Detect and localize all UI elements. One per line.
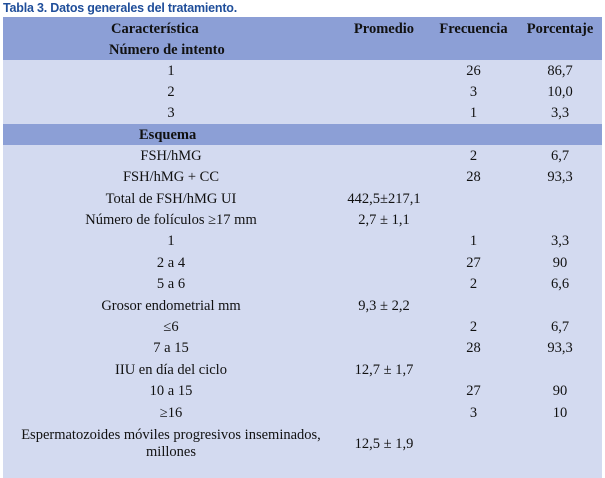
row-porcentaje: 3,3 — [550, 105, 570, 122]
table-row — [3, 338, 602, 359]
row-frecuencia: 2 — [469, 147, 478, 164]
row-porcentaje: 90 — [552, 383, 568, 400]
row-label: FSH/hMG — [140, 147, 202, 164]
table-row — [3, 402, 602, 423]
table-row — [3, 295, 602, 316]
row-porcentaje: 93,3 — [547, 340, 573, 357]
row-promedio: 12,5 ± 1,9 — [354, 436, 414, 453]
row-porcentaje: 6,7 — [550, 318, 570, 335]
row-label: Grosor endometrial mm — [101, 297, 241, 314]
row-frecuencia — [429, 188, 518, 209]
row-promedio — [339, 316, 429, 337]
row-frecuencia: 28 — [466, 340, 481, 357]
header-promedio: Promedio — [339, 17, 429, 40]
row-promedio — [339, 338, 429, 359]
table-row — [3, 316, 602, 337]
row-frecuencia — [429, 423, 518, 465]
table-row — [3, 252, 602, 273]
row-frecuencia: 3 — [469, 84, 478, 101]
table-row — [3, 103, 602, 124]
row-promedio — [339, 231, 429, 252]
row-frecuencia — [429, 295, 518, 316]
header-porcentaje: Porcentaje — [518, 17, 602, 40]
row-label: IIU en día del ciclo — [115, 361, 227, 378]
row-promedio — [339, 60, 429, 81]
row-frecuencia — [429, 359, 518, 380]
row-frecuencia — [429, 209, 518, 230]
section-row-intento — [3, 40, 602, 60]
row-label: 2 a 4 — [156, 254, 186, 271]
row-label: ≥16 — [159, 404, 183, 421]
row-label: Total de FSH/hMG UI — [105, 190, 237, 207]
row-promedio — [339, 252, 429, 273]
row-promedio — [339, 167, 429, 188]
table-row — [3, 380, 602, 401]
row-label: 3 — [167, 105, 175, 122]
row-label: Espermatozoides móviles progresivos inseminados, millones — [21, 427, 321, 461]
row-label: 7 a 15 — [153, 340, 189, 357]
table-row — [3, 145, 602, 166]
table-row — [3, 231, 602, 252]
row-porcentaje: 6,6 — [550, 276, 570, 293]
row-promedio — [339, 402, 429, 423]
header-caracteristica: Característica — [3, 17, 339, 40]
row-porcentaje: 10,0 — [547, 84, 573, 101]
table-row — [3, 167, 602, 188]
row-promedio: 9,3 ± 2,2 — [358, 297, 410, 314]
row-frecuencia: 28 — [466, 169, 481, 186]
row-promedio — [339, 103, 429, 124]
row-label: 5 a 6 — [156, 276, 186, 293]
row-frecuencia: 27 — [466, 254, 481, 271]
table-row — [3, 60, 602, 81]
row-promedio — [339, 380, 429, 401]
section-label-esquema: Esquema — [3, 124, 339, 145]
row-promedio: 442,5±217,1 — [347, 190, 421, 207]
row-porcentaje: 93,3 — [547, 169, 573, 186]
row-porcentaje: 90 — [552, 254, 568, 271]
table-row — [3, 209, 602, 230]
data-table-container — [3, 17, 602, 478]
row-frecuencia: 2 — [469, 276, 478, 293]
row-label: Número de folículos ≥17 mm — [85, 212, 257, 229]
row-frecuencia: 26 — [466, 62, 481, 79]
table-header-row — [3, 17, 602, 40]
table-caption: Tabla 3. Datos generales del tratamiento. — [3, 1, 238, 15]
row-porcentaje: 3,3 — [550, 233, 570, 250]
row-promedio — [339, 81, 429, 102]
section-label-intento: Número de intento — [3, 40, 339, 60]
row-promedio — [339, 145, 429, 166]
row-label: ≤6 — [163, 318, 179, 335]
row-porcentaje: 6,7 — [550, 147, 570, 164]
row-porcentaje — [518, 423, 602, 465]
row-frecuencia: 3 — [469, 404, 478, 421]
row-label: 1 — [167, 233, 175, 250]
row-frecuencia: 27 — [466, 383, 481, 400]
data-table — [3, 17, 602, 465]
row-label: 10 a 15 — [149, 383, 193, 400]
row-promedio: 12,7 ± 1,7 — [354, 361, 414, 378]
row-porcentaje — [518, 209, 602, 230]
row-porcentaje: 86,7 — [547, 62, 573, 79]
row-porcentaje — [518, 359, 602, 380]
row-porcentaje — [518, 188, 602, 209]
table-row — [3, 423, 602, 465]
section-row-esquema — [3, 124, 602, 145]
row-promedio — [339, 274, 429, 295]
row-porcentaje: 10 — [552, 404, 568, 421]
header-frecuencia: Frecuencia — [429, 17, 518, 40]
row-promedio: 2,7 ± 1,1 — [358, 212, 410, 229]
table-row — [3, 81, 602, 102]
row-frecuencia: 1 — [469, 105, 478, 122]
row-label: 1 — [167, 62, 175, 79]
table-row — [3, 359, 602, 380]
row-frecuencia: 2 — [469, 318, 478, 335]
table-row — [3, 274, 602, 295]
row-frecuencia: 1 — [469, 233, 478, 250]
row-porcentaje — [518, 295, 602, 316]
row-label: 2 — [167, 84, 175, 101]
row-label: FSH/hMG + CC — [122, 169, 219, 186]
table-row — [3, 188, 602, 209]
